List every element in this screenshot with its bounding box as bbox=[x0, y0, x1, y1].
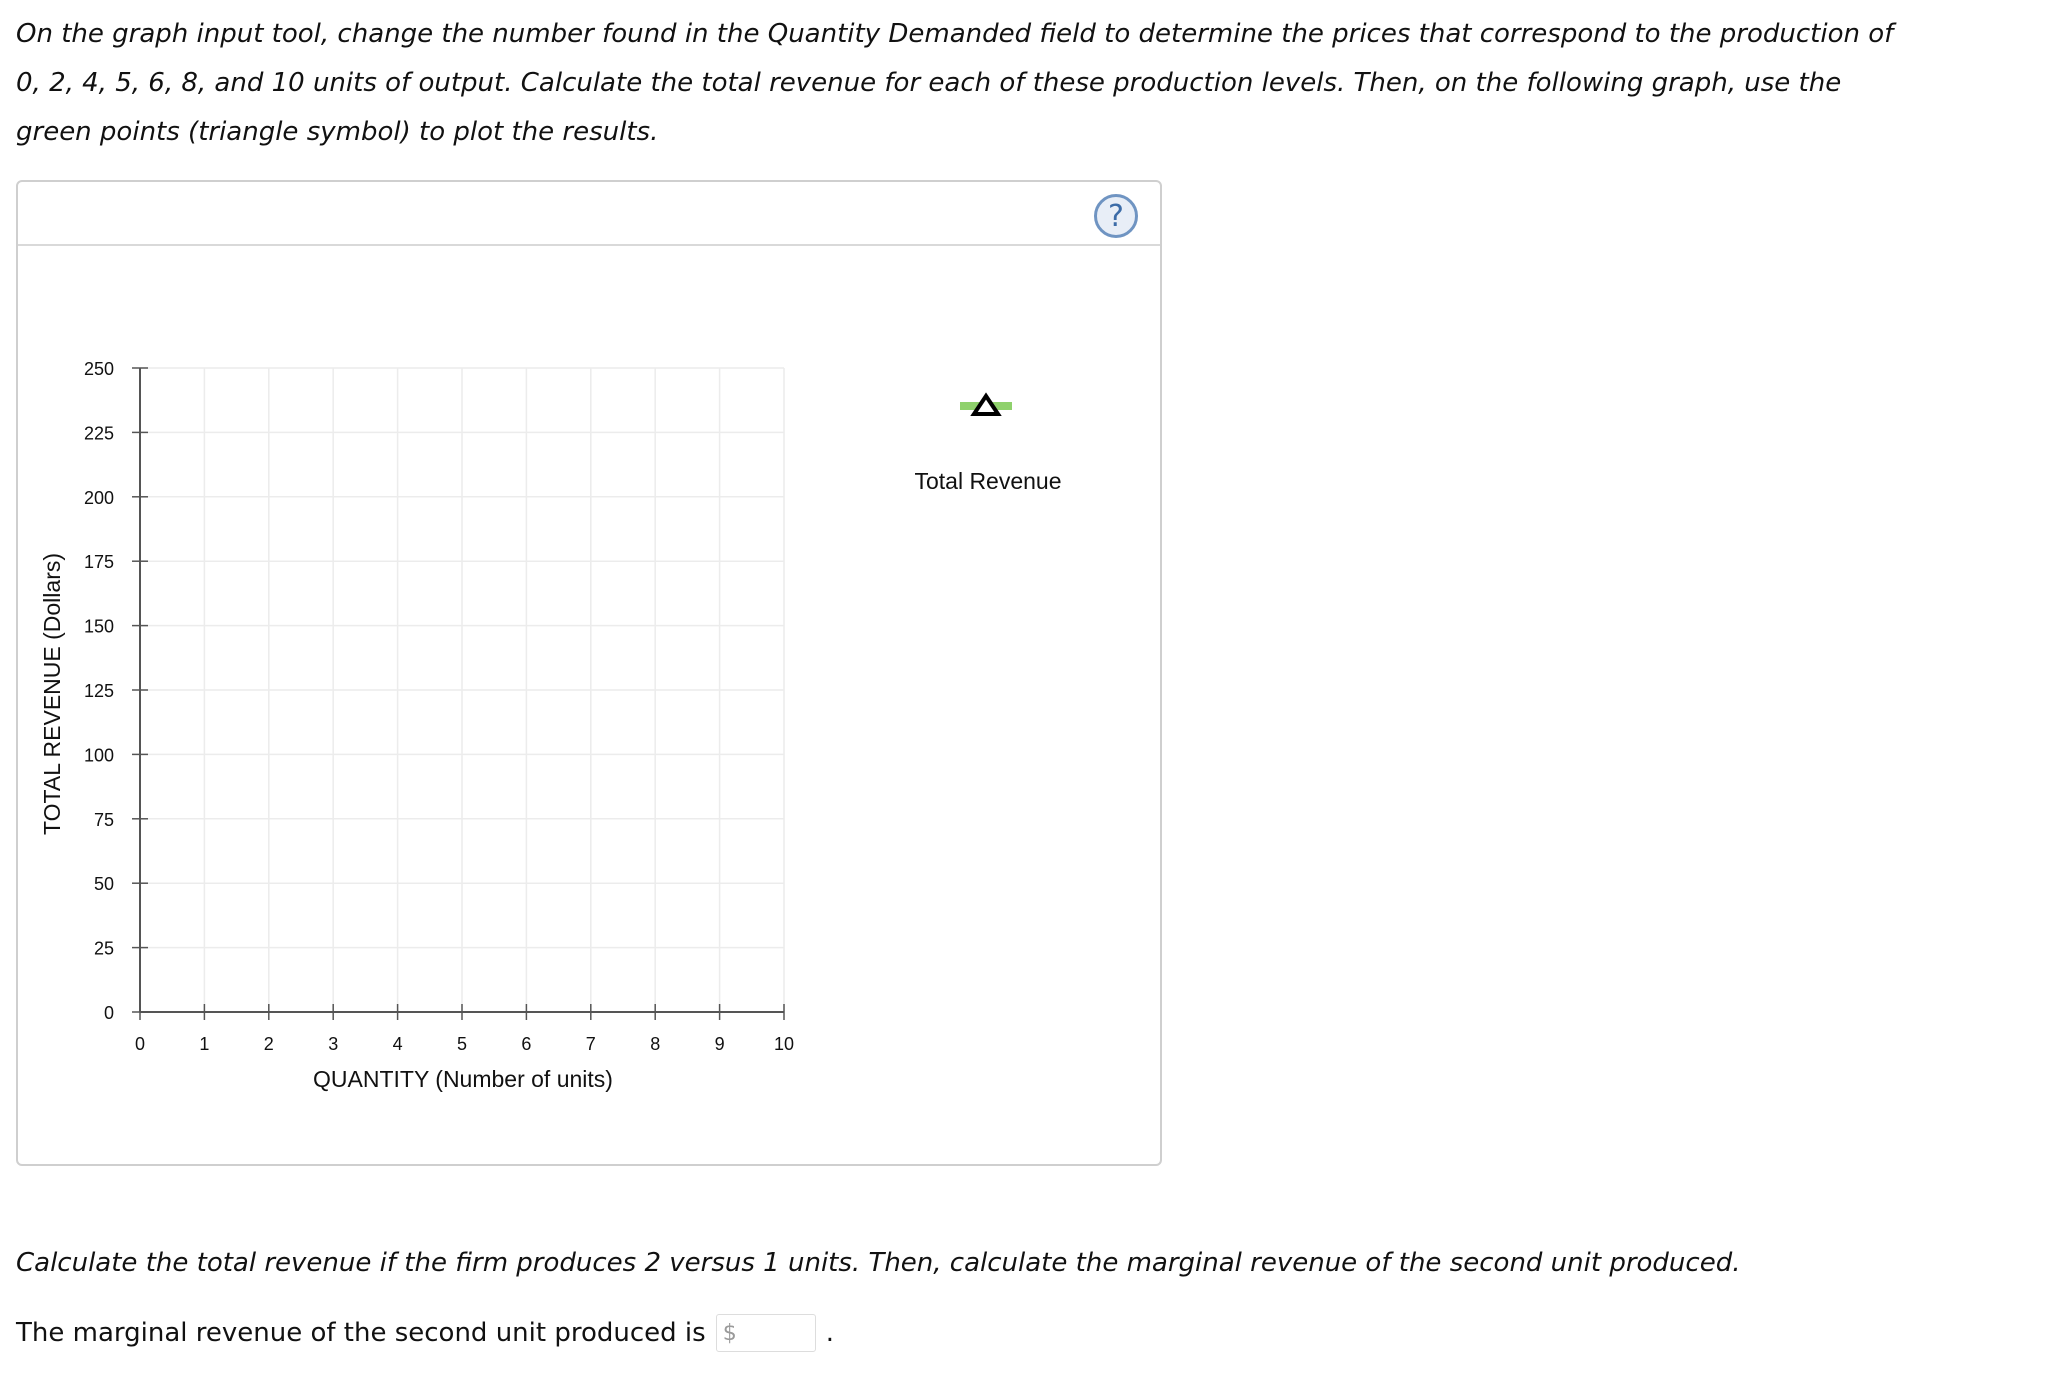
y-tick-label: 200 bbox=[83, 487, 114, 508]
x-axis-label: QUANTITY (Number of units) bbox=[313, 1066, 613, 1092]
answer-input-wrapper[interactable] bbox=[716, 1314, 816, 1352]
y-tick-label: 225 bbox=[83, 423, 114, 444]
answer-suffix: . bbox=[825, 1318, 834, 1348]
instructions-text: On the graph input tool, change the number found in the Quantity Demanded field to determine the prices that correspond to the production of 0, 2, 4, 5, 6, 8, and 10 units of output. Calculate the total revenue for each of these production levels. Then, on the following graph, use the green points (triangle symbol) to plot the results. bbox=[16, 19, 1894, 147]
triangle-icon bbox=[974, 396, 998, 414]
x-tick-label: 6 bbox=[521, 1034, 532, 1054]
graph-panel bbox=[16, 180, 1162, 1166]
y-tick-label: 100 bbox=[83, 745, 114, 766]
x-tick-label: 2 bbox=[263, 1034, 274, 1054]
y-tick-label: 125 bbox=[83, 681, 114, 701]
marginal-revenue-input[interactable] bbox=[741, 1317, 815, 1349]
x-tick-label: 3 bbox=[328, 1034, 339, 1054]
help-button[interactable]: ? bbox=[1094, 194, 1138, 238]
currency-symbol: $ bbox=[722, 1320, 737, 1346]
legend-label: Total Revenue bbox=[914, 468, 1062, 494]
x-tick-label: 9 bbox=[714, 1034, 725, 1054]
x-tick-label: 5 bbox=[456, 1034, 468, 1054]
y-tick-label: 175 bbox=[83, 552, 114, 573]
grid-layer bbox=[140, 368, 784, 1012]
y-axis-label: TOTAL REVENUE (Dollars) bbox=[39, 552, 65, 836]
question-text: Calculate the total revenue if the firm produces 2 versus 1 units. Then, calculate the marginal revenue of the second unit produced. bbox=[16, 1248, 1741, 1278]
x-tick-label: 8 bbox=[650, 1034, 661, 1054]
x-tick-label: 1 bbox=[199, 1034, 210, 1054]
y-tick-label: 0 bbox=[103, 1003, 114, 1023]
x-tick-label: 4 bbox=[392, 1034, 403, 1054]
answer-prefix: The marginal revenue of the second unit produced is bbox=[16, 1318, 706, 1348]
total-revenue-legend-tool[interactable] bbox=[958, 392, 1014, 422]
x-tick-label: 0 bbox=[134, 1034, 146, 1054]
x-tick-label: 10 bbox=[773, 1034, 795, 1054]
y-tick-label: 75 bbox=[93, 809, 114, 830]
y-tick-label: 50 bbox=[93, 874, 114, 895]
answer-row bbox=[16, 1314, 834, 1352]
x-tick-label: 7 bbox=[585, 1034, 596, 1054]
total-revenue-graph[interactable] bbox=[18, 182, 1164, 1168]
y-tick-label: 150 bbox=[83, 616, 114, 637]
y-tick-label: 25 bbox=[93, 938, 114, 959]
tick-layer bbox=[84, 359, 794, 1054]
y-tick-label: 250 bbox=[83, 359, 114, 379]
